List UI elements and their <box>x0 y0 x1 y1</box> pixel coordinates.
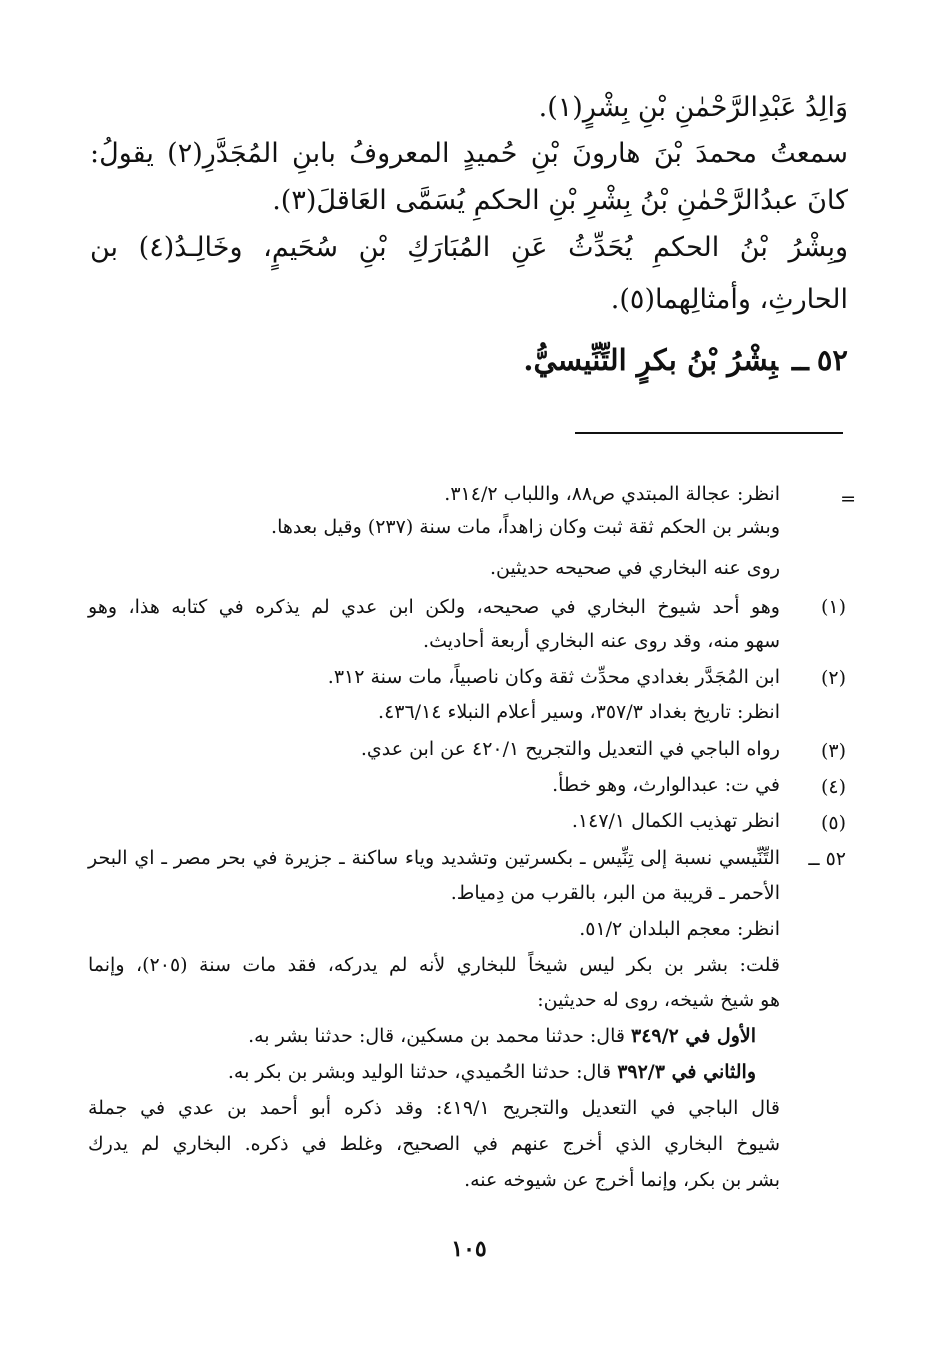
entry-dash: ــ <box>791 343 809 377</box>
footnote-52-line-3: انظر: معجم البلدان ٥١/٢. <box>579 918 780 940</box>
entry-number: ٥٢ <box>816 343 848 377</box>
main-text-line-1: وَالِدُ عَبْدِالرَّحْمٰنِ بْنِ بِشْرٍ(١). <box>538 92 848 123</box>
footnote-52-line-5: هو شيخ شيخه، روى له حديثين: <box>537 989 780 1011</box>
footnote-52-line-7-ref: والثاني في ٣٩٢/٣ <box>617 1061 756 1083</box>
footnote-52-line-2: الأحمر ـ قريبة من البر، بالقرب من دِمياط. <box>450 882 780 904</box>
footnote-4-marker: (٤) <box>820 776 846 798</box>
footnote-52-line-6-text: قال: حدثنا محمد بن مسكين، قال: حدثنا بشر به. <box>248 1025 631 1047</box>
footnote-52-line-10: بشر بن بكر، وإنما أخرج عن شيوخه عنه. <box>464 1169 780 1191</box>
footnote-cont-line-3: روى عنه البخاري في صحيحه حديثين. <box>489 557 780 579</box>
footnote-52-line-9: شيوخ البخاري الذي أخرج عنهم في الصحيح، وغلط في ذكره. البخاري لم يدرك <box>88 1133 780 1155</box>
footnote-52-line-1: التِّنِّيسي نسبة إلى تِنِّيس ـ بكسرتين وتشديد وياء ساكنة ـ جزيرة في بحر مصر ـ اي البحر <box>88 847 780 869</box>
footnote-2-marker: (٢) <box>820 667 846 689</box>
footnote-52-line-8: قال الباجي في التعديل والتجريح ٤١٩/١: وقد ذكره أبو أحمد بن عدي في جملة <box>88 1097 780 1119</box>
footnote-1-marker: (١) <box>820 596 846 618</box>
footnote-cont-line-2: وبشر بن الحكم ثقة ثبت وكان زاهداً، مات سنة (٢٣٧) وقيل بعدها. <box>271 516 780 538</box>
footnote-52-line-7 <box>125 1057 756 1087</box>
entry-title: بِشْرُ بْنُ بكرٍ التِّنِّيسيُّ. <box>523 343 778 377</box>
footnote-52-line-6-ref: الأول في ٣٤٩/٢ <box>630 1025 756 1047</box>
entry-heading <box>523 338 848 382</box>
footnote-52-marker: ٥٢ ــ <box>808 848 846 870</box>
footnote-52-line-4: قلت: بشر بن بكر ليس شيخاً للبخاري لأنه لم يدركه، فقد مات سنة (٢٠٥)، وإنما <box>88 954 780 976</box>
footnote-1-line-2: سهو منه، وقد روى عنه البخاري أربعة أحاديث. <box>423 630 780 652</box>
footnote-3-line-1: رواه الباجي في التعديل والتجريح ٤٢٠/١ عن ابن عدي. <box>360 738 780 760</box>
footnote-cont-line-1: انظر: عجالة المبتدي ص٨٨، واللباب ٣١٤/٢. <box>444 483 780 505</box>
main-text-line-5: الحارثِ، وأمثالِهما(٥). <box>610 284 848 315</box>
main-text-line-3: كانَ عبدُالرَّحْمٰنِ بْنُ بِشْرِ بْنِ الحكمِ يُسَمَّى العَاقلَ(٣). <box>272 185 848 216</box>
footnote-continued-marker: = <box>840 488 856 510</box>
main-text-line-2: سمعتُ محمدَ بْنَ هارونَ بْنِ حُميدٍ المعروفُ بابنِ المُجَدَّرِ(٢) يقولُ: <box>90 138 848 169</box>
footnote-5-marker: (٥) <box>820 812 846 834</box>
footnote-52-line-6 <box>125 1021 756 1051</box>
footnote-5-line-1: انظر تهذيب الكمال ١٤٧/١. <box>571 810 780 832</box>
footnote-1-line-1: وهو أحد شيوخ البخاري في صحيحه، ولكن ابن عدي لم يذكره في كتابه هذا، وهو <box>88 596 780 618</box>
footnote-separator <box>575 432 843 434</box>
footnote-2-line-1: ابن المُجَدَّر بغدادي محدِّث ثقة وكان ناصبياً، مات سنة ٣١٢. <box>327 666 780 688</box>
page-number: ١٠٥ <box>451 1236 487 1262</box>
main-text-line-4: وبِشْرُ بْنُ الحكمِ يُحَدِّثُ عَنِ المُبَارَكِ بْنِ سُحَيمٍ، وخَالِـدُ(٤) بن <box>90 232 848 263</box>
footnote-3-marker: (٣) <box>820 740 846 762</box>
footnote-2-line-2: انظر: تاريخ بغداد ٣٥٧/٣، وسير أعلام النبلاء ٤٣٦/١٤. <box>378 701 780 723</box>
footnote-4-line-1: في ت: عبدالوارث، وهو خطأ. <box>552 774 780 796</box>
footnote-52-line-7-text: قال: حدثنا الحُميدي، حدثنا الوليد وبشر بن بكر به. <box>227 1061 618 1083</box>
